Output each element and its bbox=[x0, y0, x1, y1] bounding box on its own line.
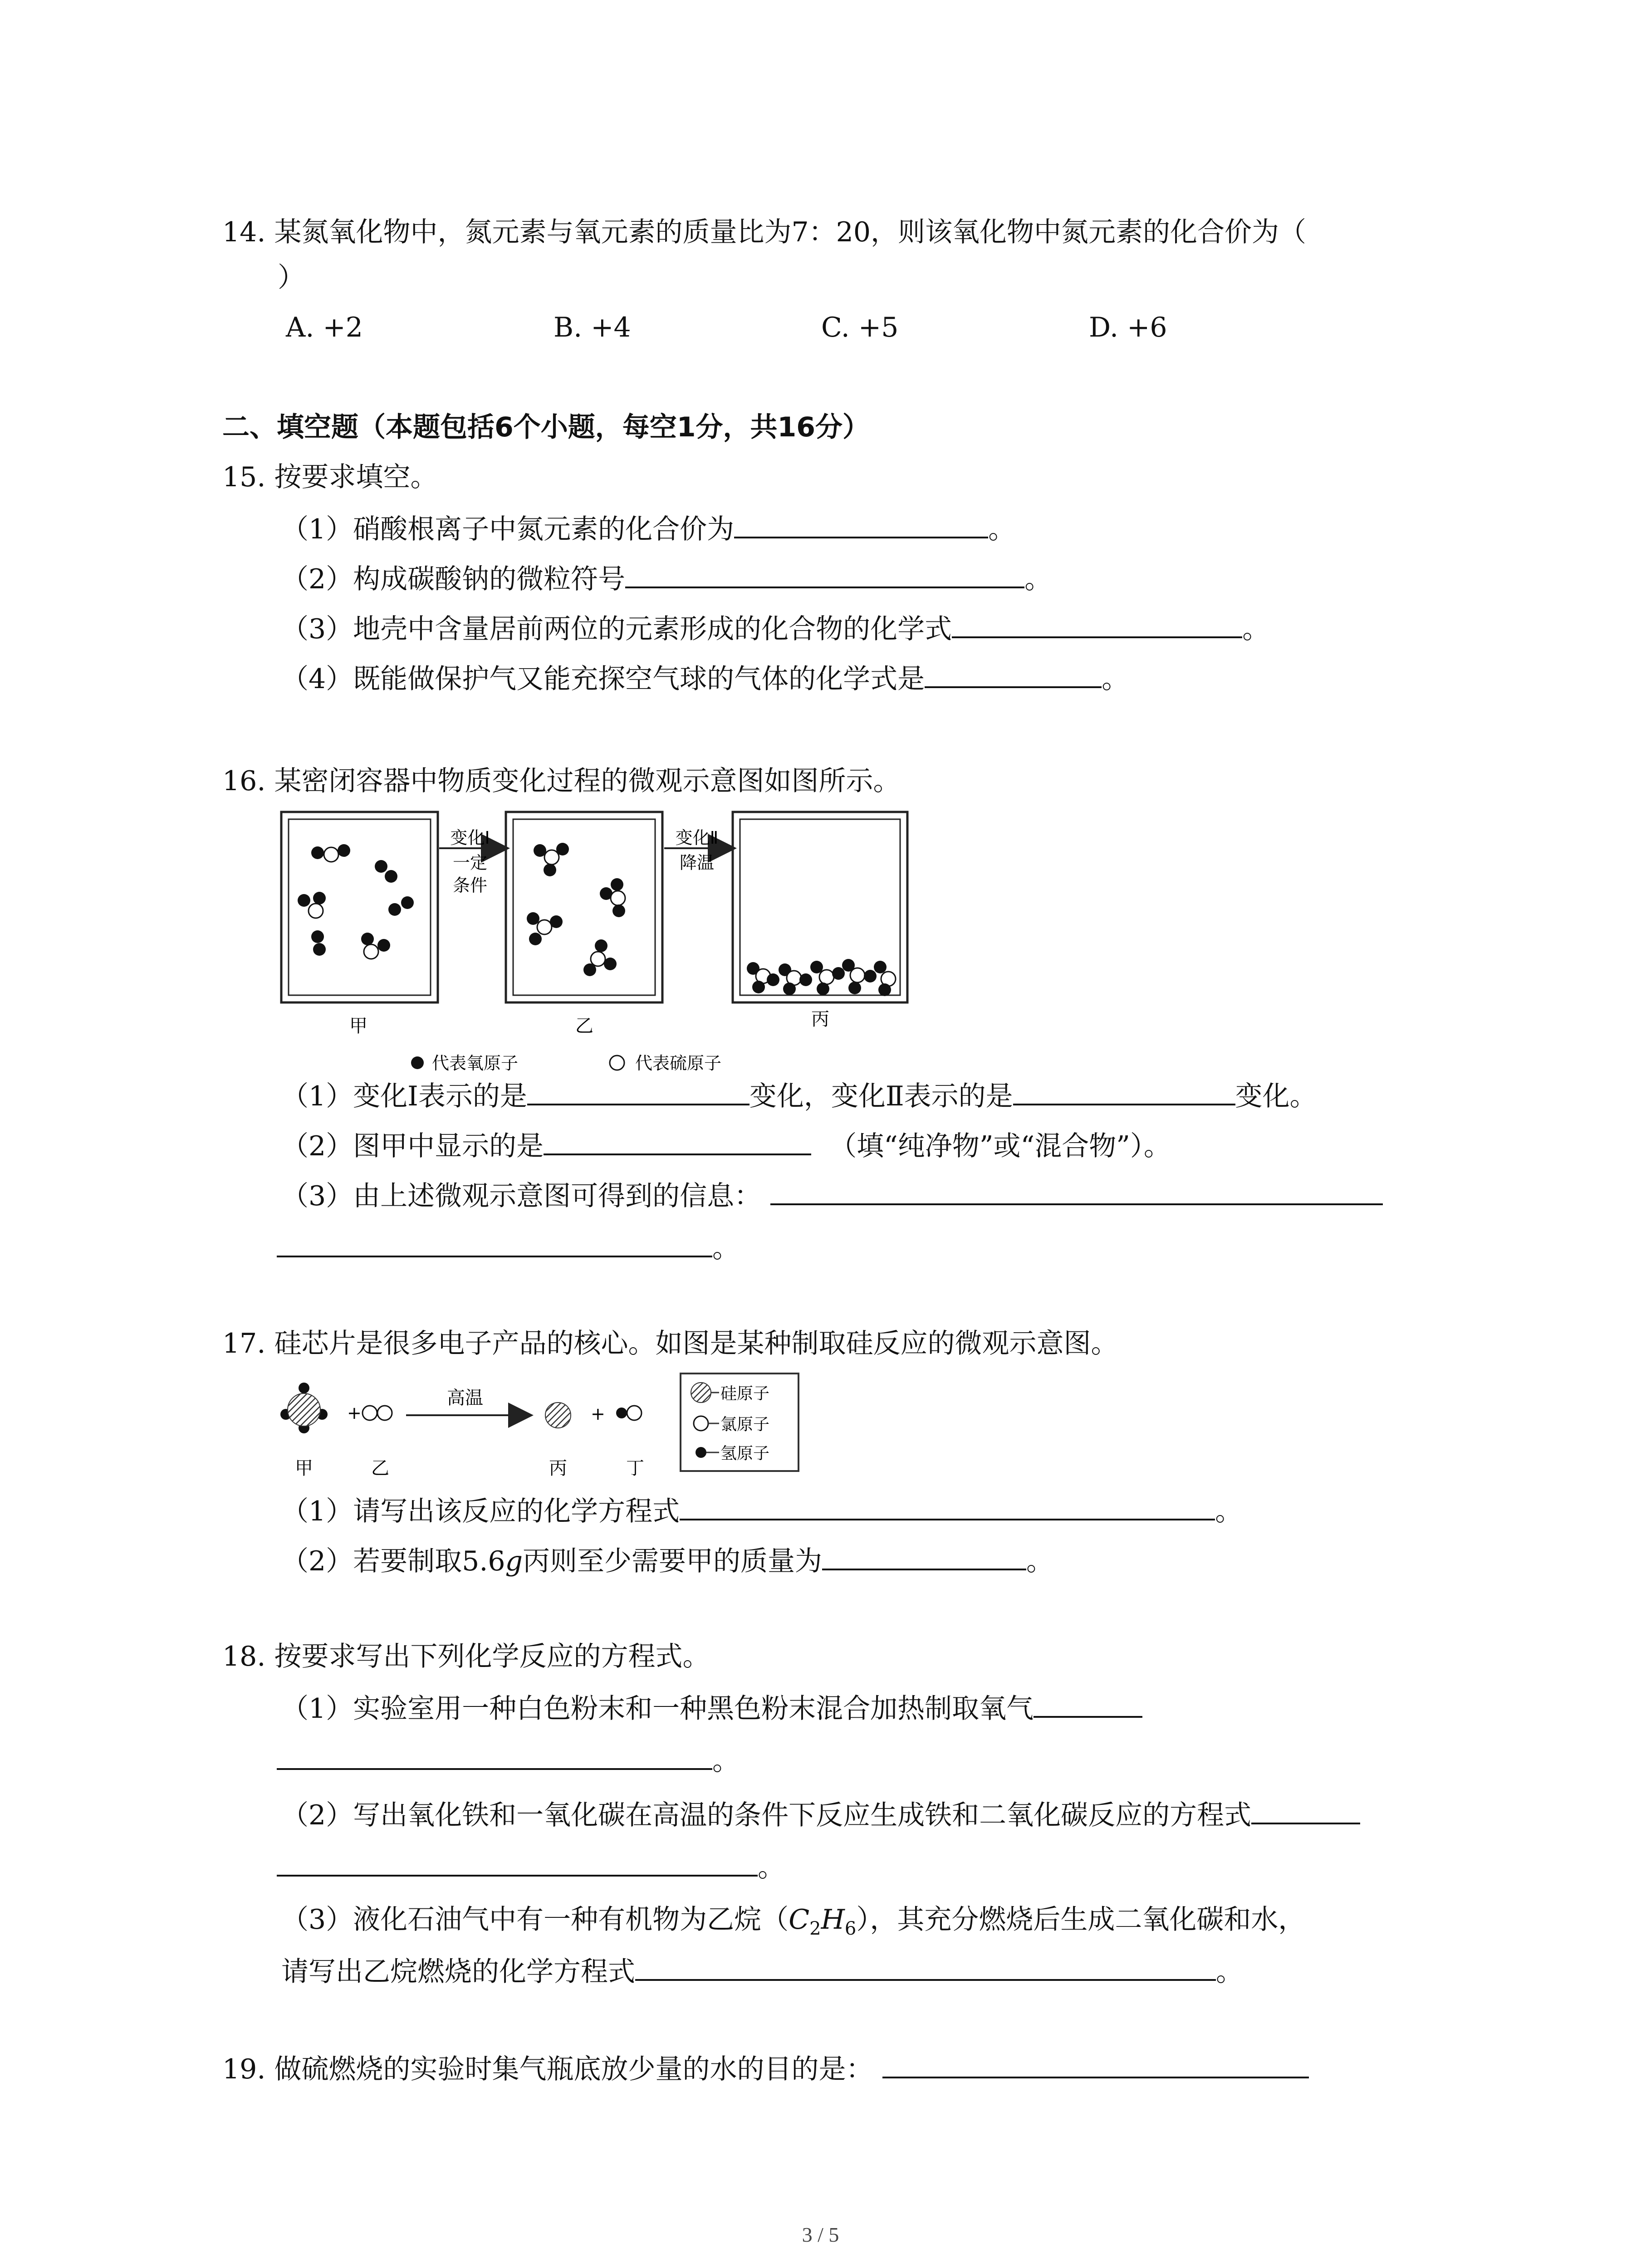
q15-item-2: （2）构成碳酸钠的微粒符号 。 bbox=[281, 560, 1052, 598]
q19-stem: 19. 做硫燃烧的实验时集气瓶底放少量的水的目的是： bbox=[222, 2050, 1309, 2088]
q18-item-2-cont: 。 bbox=[277, 1848, 785, 1887]
answer-blank[interactable] bbox=[925, 660, 1102, 688]
q18-item-1: （1）实验室用一种白色粉末和一种黑色粉末混合加热制取氧气 bbox=[281, 1690, 1142, 1728]
legend-white-dot bbox=[610, 1056, 624, 1070]
q14-stem-end: ） bbox=[278, 262, 305, 293]
q17-item-2: （2）若要制取5.6g丙则至少需要甲的质量为 。 bbox=[281, 1542, 1053, 1580]
answer-blank[interactable] bbox=[770, 1177, 1383, 1205]
answer-blank[interactable] bbox=[1251, 1796, 1360, 1824]
q15-stem: 15. 按要求填空。 bbox=[222, 461, 438, 493]
answer-blank[interactable] bbox=[882, 2050, 1309, 2078]
q14-stem: 14. 某氮氧化物中，氮元素与氧元素的质量比为7：20，则该氧化物中氮元素的化合价为（ bbox=[222, 216, 1307, 248]
answer-blank[interactable] bbox=[635, 1953, 1216, 1981]
q18-item-3-cont: 请写出乙烷燃烧的化学方程式 。 bbox=[281, 1953, 1243, 1991]
svg-text:丙: 丙 bbox=[549, 1458, 567, 1479]
q18-item-1-cont: 。 bbox=[277, 1742, 740, 1780]
q16-item-2: （2）图甲中显示的是 （填“纯净物”或“混合物”）。 bbox=[281, 1127, 1171, 1165]
q17-legend bbox=[681, 1374, 798, 1471]
molecule-jia bbox=[280, 1383, 328, 1433]
svg-text:硅原子: 硅原子 bbox=[720, 1384, 770, 1403]
q15-item-3: （3）地壳中含量居前两位的元素形成的化合物的化学式 。 bbox=[281, 610, 1269, 648]
label-jia: 甲 bbox=[349, 1016, 367, 1036]
q14-option-c: C. +5 bbox=[821, 312, 899, 343]
answer-blank[interactable] bbox=[277, 1229, 712, 1257]
answer-blank[interactable] bbox=[1034, 1690, 1142, 1718]
svg-text:+: + bbox=[347, 1403, 362, 1423]
svg-text:一定: 一定 bbox=[452, 853, 488, 873]
answer-blank[interactable] bbox=[277, 1742, 712, 1770]
q16-stem: 16. 某密闭容器中物质变化过程的微观示意图如图所示。 bbox=[222, 765, 901, 797]
container-yi bbox=[506, 812, 662, 1002]
svg-text:条件: 条件 bbox=[452, 875, 488, 895]
label-yi: 乙 bbox=[575, 1016, 593, 1036]
q15-item-4: （4）既能做保护气又能充探空气球的气体的化学式是 。 bbox=[281, 660, 1129, 698]
label-bing: 丙 bbox=[811, 1009, 829, 1030]
legend-black-dot bbox=[411, 1056, 424, 1069]
answer-blank[interactable] bbox=[734, 510, 988, 538]
arrow-change-2 bbox=[664, 828, 730, 873]
q18-item-3: （3）液化石油气中有一种有机物为乙烷$(C_2H_6)$，其充分燃烧后生成二氧化碳和水， bbox=[281, 1904, 1306, 1939]
q17-stem: 17. 硅芯片是很多电子产品的核心。如图是某种制取硅反应的微观示意图。 bbox=[222, 1328, 1118, 1359]
answer-blank[interactable] bbox=[544, 1127, 811, 1155]
q14-option-b: B. +4 bbox=[554, 312, 631, 343]
answer-blank[interactable] bbox=[277, 1848, 758, 1877]
svg-text:降温: 降温 bbox=[679, 853, 715, 873]
q17-item-1: （1）请写出该反应的化学方程式 。 bbox=[281, 1492, 1242, 1530]
answer-blank[interactable] bbox=[625, 560, 1024, 588]
svg-text:变化Ⅱ: 变化Ⅱ bbox=[675, 828, 719, 848]
q16-item-3-cont: 。 bbox=[277, 1229, 740, 1267]
svg-text:甲: 甲 bbox=[295, 1458, 313, 1479]
svg-text:丁: 丁 bbox=[626, 1458, 644, 1479]
answer-blank[interactable] bbox=[952, 610, 1242, 638]
svg-text:氯原子: 氯原子 bbox=[720, 1415, 770, 1434]
answer-blank[interactable] bbox=[680, 1492, 1215, 1520]
molecule-yi bbox=[362, 1406, 392, 1420]
molecule-ding bbox=[616, 1406, 642, 1420]
page-number: 3 / 5 bbox=[802, 2223, 839, 2246]
reaction-condition: 高温 bbox=[447, 1388, 483, 1408]
q18-item-2: （2）写出氧化铁和一氧化碳在高温的条件下反应生成铁和二氧化碳反应的方程式 bbox=[281, 1796, 1360, 1834]
q18-stem: 18. 按要求写出下列化学反应的方程式。 bbox=[222, 1641, 710, 1672]
container-jia bbox=[281, 812, 438, 1002]
answer-blank[interactable] bbox=[822, 1542, 1026, 1570]
q17-figure bbox=[272, 1370, 844, 1492]
arrow-change-1 bbox=[439, 828, 503, 895]
answer-blank[interactable] bbox=[1013, 1077, 1235, 1105]
svg-text:变化Ⅰ: 变化Ⅰ bbox=[450, 828, 490, 848]
q16-figure bbox=[272, 807, 930, 1080]
q15-item-1: （1）硝酸根离子中氮元素的化合价为 。 bbox=[281, 510, 1015, 548]
q16-item-3: （3）由上述微观示意图可得到的信息： bbox=[281, 1177, 1383, 1215]
svg-text:乙: 乙 bbox=[371, 1458, 389, 1479]
svg-text:氢原子: 氢原子 bbox=[720, 1444, 770, 1463]
legend-sulfur: 代表硫原子 bbox=[635, 1053, 722, 1073]
molecule-bing bbox=[545, 1403, 571, 1428]
q16-item-1: （1）变化Ⅰ表示的是 变化，变化Ⅱ表示的是 变化。 bbox=[281, 1077, 1317, 1115]
answer-blank[interactable] bbox=[527, 1077, 749, 1105]
q14-option-a: A. +2 bbox=[286, 312, 363, 343]
q14-option-d: D. +6 bbox=[1089, 312, 1167, 343]
svg-text:+: + bbox=[591, 1404, 605, 1424]
section-title: 二、填空题（本题包括6个小题，每空1分，共16分） bbox=[222, 411, 870, 443]
legend-oxygen: 代表氧原子 bbox=[432, 1053, 519, 1073]
